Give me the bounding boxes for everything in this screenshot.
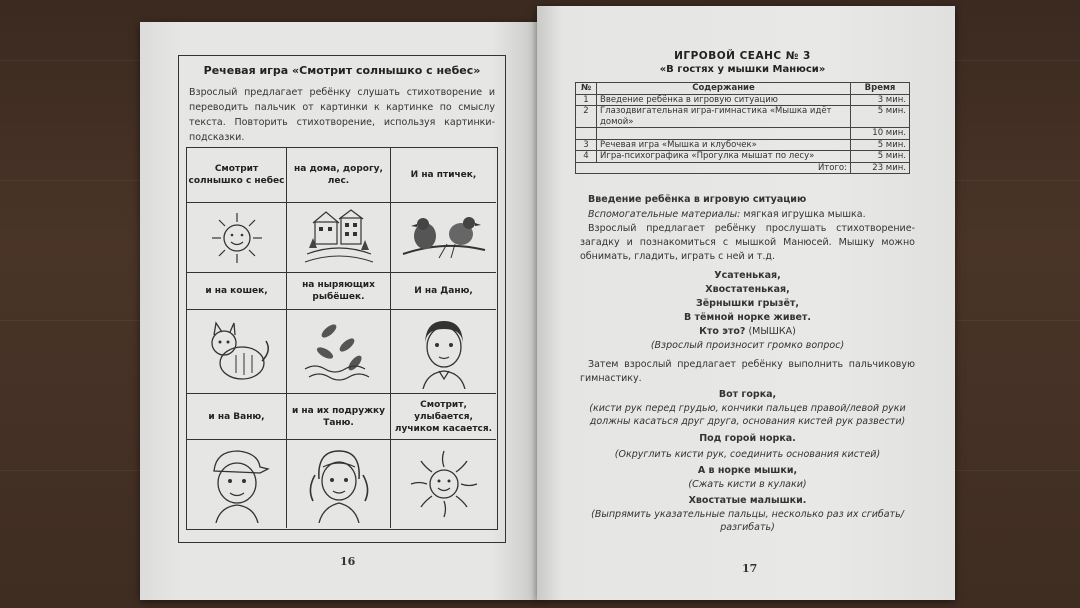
- row-num: 1: [576, 94, 597, 106]
- row-content: [597, 128, 851, 140]
- game-frame: [178, 55, 506, 543]
- row-content: Речевая игра «Мышка и клубочек»: [597, 139, 851, 151]
- riddle-line: Зёрнышки грызёт,: [695, 298, 800, 309]
- grid-text-cell: Смотрит, улыбается, лучиком касается.: [391, 394, 496, 440]
- header-num: №: [576, 83, 597, 95]
- section-title: Введение ребёнка в игровую ситуацию: [588, 194, 807, 205]
- boy-cap-picture: [187, 440, 287, 528]
- row-content: Игра-психографика «Прогулка мышат по лесу»: [597, 151, 851, 163]
- riddle-answer: (МЫШКА): [748, 326, 796, 337]
- table-row: [576, 128, 910, 140]
- picture-grid: [186, 147, 498, 530]
- table-header-row: [576, 83, 910, 95]
- riddle-question: Кто это?: [699, 326, 746, 337]
- row-time: 10 мин.: [851, 128, 910, 140]
- total-label: Итого:: [576, 162, 851, 174]
- materials-line: [580, 208, 915, 222]
- verse-note: (Выпрямить указательные пальцы, несколько раз их сгибать/разгибать): [591, 509, 904, 533]
- row-num: [576, 128, 597, 140]
- page-number-right: 17: [742, 562, 758, 575]
- table-row: [576, 139, 910, 151]
- row-time: 3 мин.: [851, 94, 910, 106]
- riddle-question-line: [580, 325, 915, 339]
- grid-text-cell: на ныряющих рыбёшек.: [287, 273, 391, 310]
- table-total-row: [576, 162, 910, 174]
- grid-text-cell: Смотрит солнышко с небес: [187, 148, 287, 203]
- grid-text-cell: и на их подружку Таню.: [287, 394, 391, 440]
- grid-text-cell: И на Даню,: [391, 273, 496, 310]
- riddle-note: (Взрослый произносит громко вопрос): [650, 340, 845, 351]
- grid-text-cell: на дома, дорогу, лес.: [287, 148, 391, 203]
- game-title: Речевая игра «Смотрит солнышко с небес»: [203, 64, 481, 77]
- page-number-left: 16: [340, 555, 356, 568]
- grid-text-cell: и на Ваню,: [187, 394, 287, 440]
- table-row: [576, 106, 910, 128]
- riddle-line: Усатенькая,: [714, 270, 781, 281]
- section-block: [580, 194, 915, 534]
- girl-picture: [287, 440, 391, 528]
- verse-note: (Округлить кисти рук, соединить основания кистей): [614, 449, 881, 460]
- sun-picture: [187, 203, 287, 273]
- gymnastics-intro: Затем взрослый предлагает ребёнку выполнить пальчиковую гимнастику.: [580, 359, 915, 384]
- row-num: 2: [576, 106, 597, 128]
- session-plan-table: [575, 82, 910, 174]
- birds-picture: [391, 203, 496, 273]
- boy-picture: [391, 310, 496, 394]
- row-time: 5 мин.: [851, 151, 910, 163]
- cats-picture: [187, 310, 287, 394]
- session-title: ИГРОВОЙ СЕАНС № 3: [674, 50, 811, 62]
- verse-line: Вот горка,: [718, 389, 777, 400]
- intro-paragraph: Взрослый предлагает ребёнку прослушать стихотворение-загадку и познакомиться с мышкой Манюсей. Мышку можно обнимать, гладить, играть с ней и т.д.: [580, 223, 915, 262]
- verse-note: (Сжать кисти в кулаки): [688, 479, 807, 490]
- houses-picture: [287, 203, 391, 273]
- row-content: Введение ребёнка в игровую ситуацию: [597, 94, 851, 106]
- row-num: 3: [576, 139, 597, 151]
- smiling-sun-picture: [391, 440, 496, 528]
- row-time: 5 мин.: [851, 139, 910, 151]
- table-row: [576, 94, 910, 106]
- verse-line: А в норке мышки,: [697, 465, 798, 476]
- verse-line: Под горой норка.: [699, 433, 796, 444]
- row-time: 5 мин.: [851, 106, 910, 128]
- row-content: Глазодвигательная игра-гимнастика «Мышка идёт домой»: [597, 106, 851, 128]
- game-instructions: Взрослый предлагает ребёнку слушать стихотворение и переводить пальчик от картинки к картинке по смыслу текста. Повторить стихотворение, используя картинки-подсказки.: [189, 87, 495, 143]
- session-subtitle: «В гостях у мышки Манюси»: [659, 64, 826, 75]
- materials-label: Вспомогательные материалы:: [588, 209, 741, 220]
- fish-picture: [287, 310, 391, 394]
- materials-text: мягкая игрушка мышка.: [743, 209, 866, 220]
- grid-text-cell: И на птичек,: [391, 148, 496, 203]
- grid-text-cell: и на кошек,: [187, 273, 287, 310]
- row-num: 4: [576, 151, 597, 163]
- riddle-line: Хвостатенькая,: [705, 284, 790, 295]
- table-row: [576, 151, 910, 163]
- riddle-line: В тёмной норке живет.: [683, 312, 812, 323]
- verse-note: (кисти рук перед грудью, кончики пальцев правой/левой руки должны касаться друг друга, основания кистей рук развести): [589, 403, 906, 427]
- header-content: Содержание: [597, 83, 851, 95]
- verse-line: Хвостатые малышки.: [688, 495, 807, 506]
- header-time: Время: [851, 83, 910, 95]
- total-value: 23 мин.: [851, 162, 910, 174]
